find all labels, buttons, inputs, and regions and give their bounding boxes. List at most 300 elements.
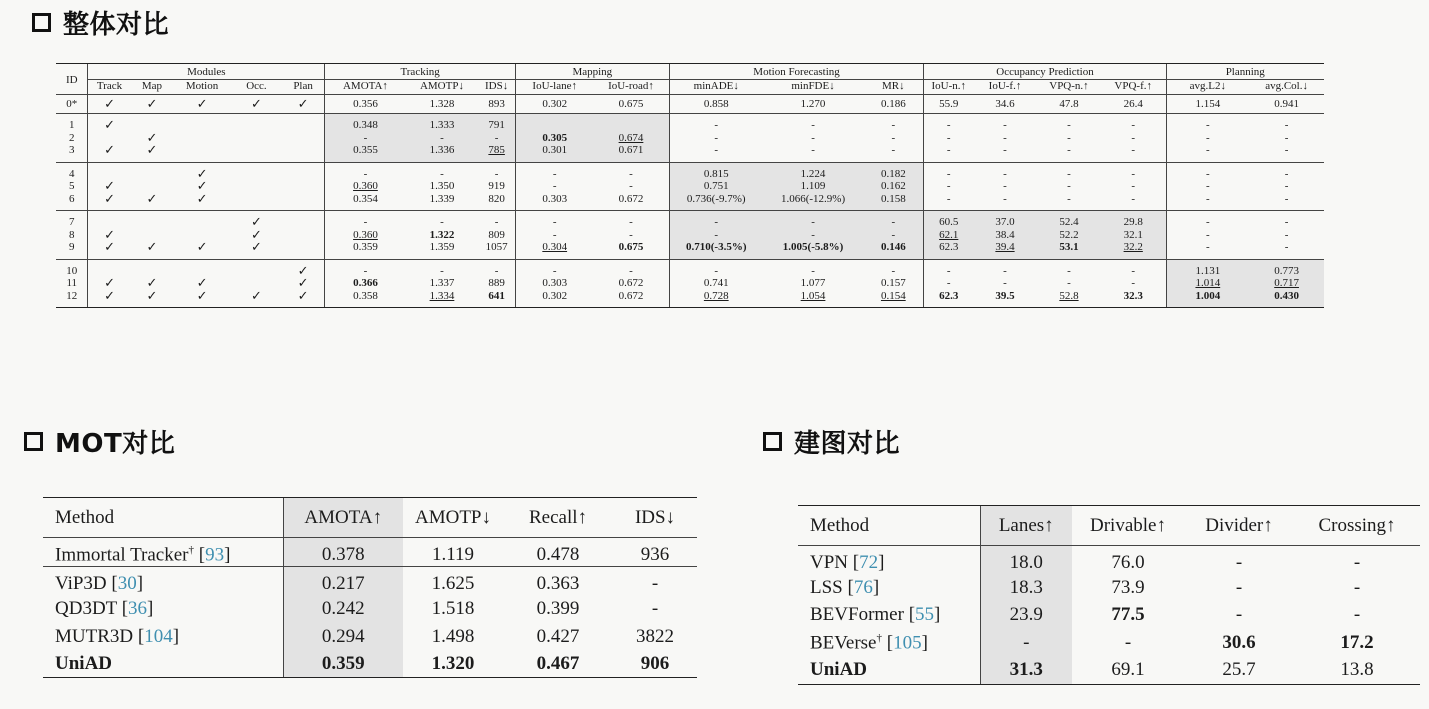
table-row xyxy=(43,623,697,651)
table-cell xyxy=(973,95,1037,114)
col-header: Track xyxy=(88,79,131,95)
cell-value: ✓ xyxy=(146,192,158,206)
citation-number[interactable]: 105 xyxy=(893,631,922,653)
citation-number[interactable]: 30 xyxy=(117,573,137,595)
table-cell: - xyxy=(1353,576,1361,598)
col-header-amotp: AMOTP↓ xyxy=(403,498,503,538)
method-name: ViP3D [30] xyxy=(43,567,283,596)
module-check xyxy=(131,132,174,145)
table-cell xyxy=(1101,180,1166,193)
table-cell xyxy=(406,180,479,193)
row-id: 7 xyxy=(56,211,88,229)
table-cell xyxy=(406,132,479,145)
table-cell xyxy=(593,144,669,162)
cell-value: - xyxy=(811,228,815,241)
module-check xyxy=(173,229,231,242)
table-cell xyxy=(516,229,594,242)
table-cell xyxy=(593,277,669,290)
cell-value: 1.339 xyxy=(429,192,455,205)
table-row xyxy=(56,193,1324,211)
table-cell xyxy=(924,114,973,132)
cell-value: 1.350 xyxy=(429,180,455,192)
section-title-text: 建图对比 xyxy=(794,429,901,459)
cell-value: 0.162 xyxy=(880,180,906,192)
table-cell xyxy=(1166,277,1249,290)
table-row xyxy=(56,144,1324,162)
module-check xyxy=(88,95,131,114)
table-cell xyxy=(516,162,594,180)
table-cell xyxy=(973,290,1037,308)
module-check xyxy=(173,114,231,132)
cell-value: 0.674 xyxy=(618,131,644,144)
method-name: LSS [76] xyxy=(810,576,880,598)
cell-value: ✓ xyxy=(196,241,208,254)
module-check xyxy=(173,241,231,259)
table-cell: 936 xyxy=(640,544,670,566)
table-cell xyxy=(1249,95,1324,114)
table-cell xyxy=(325,132,406,145)
cell-value: 0.751 xyxy=(703,180,729,192)
cell-value: - xyxy=(1067,192,1071,205)
cell-value: 0.304 xyxy=(542,241,568,253)
table-cell: 1.498 xyxy=(431,625,475,647)
module-check xyxy=(231,193,282,211)
mot-comparison-table xyxy=(43,497,697,678)
col-header: avg.L2↓ xyxy=(1166,79,1249,95)
table-cell xyxy=(516,277,594,290)
table-cell xyxy=(973,241,1037,259)
table-cell xyxy=(1249,180,1324,193)
table-cell: 77.5 xyxy=(1111,604,1145,626)
cell-value: - xyxy=(363,167,368,180)
cell-value: - xyxy=(552,228,557,241)
cell-value: 62.3 xyxy=(939,289,959,302)
table-cell xyxy=(924,193,973,211)
cell-value: - xyxy=(714,216,719,228)
table-cell xyxy=(516,241,594,259)
table-cell xyxy=(1166,259,1249,277)
cell-value: ✓ xyxy=(297,262,309,277)
table-cell xyxy=(1101,241,1166,259)
col-header: Motion xyxy=(185,79,219,92)
table-cell xyxy=(1249,259,1324,277)
cell-value: 641 xyxy=(488,289,505,302)
cell-value: - xyxy=(811,216,815,228)
cell-value: ✓ xyxy=(104,96,115,111)
table-cell xyxy=(478,277,515,290)
cell-value: 34.6 xyxy=(995,98,1015,110)
table-cell xyxy=(593,290,669,308)
cell-value: 785 xyxy=(488,144,505,156)
table-cell xyxy=(478,211,515,229)
row-id: 12 xyxy=(56,290,88,308)
table-cell xyxy=(1101,193,1166,211)
cell-value: 39.5 xyxy=(995,289,1015,302)
method-name: QD3DT [36] xyxy=(55,598,154,620)
cell-value: 0.671 xyxy=(618,144,644,156)
cell-value: 0.717 xyxy=(1274,277,1299,289)
cell-value: - xyxy=(1206,241,1210,253)
table-cell xyxy=(863,241,924,259)
table-cell xyxy=(669,144,763,162)
table-cell xyxy=(763,132,863,145)
table-cell: 0.478 xyxy=(536,544,580,566)
table-cell xyxy=(593,193,669,211)
cell-value: ✓ xyxy=(146,144,158,157)
cell-value: - xyxy=(1131,277,1136,289)
col-header-recall: Recall↑ xyxy=(503,498,613,538)
table-cell xyxy=(516,290,594,308)
table-row xyxy=(798,546,1420,575)
table-cell: 1.119 xyxy=(431,544,475,566)
table-cell: 0.242 xyxy=(283,595,403,623)
module-check xyxy=(88,241,131,259)
module-check xyxy=(231,211,282,229)
table-cell xyxy=(516,132,594,145)
row-id: 5 xyxy=(68,180,75,192)
cell-value: 0.303 xyxy=(542,277,568,289)
cell-value: - xyxy=(1284,216,1289,228)
cell-value: 0.182 xyxy=(880,167,906,180)
table-cell xyxy=(924,132,973,145)
table-cell xyxy=(593,180,669,193)
cell-value: 0.305 xyxy=(542,131,568,144)
cell-value: 1.359 xyxy=(429,241,455,253)
col-header-method: Method xyxy=(43,498,283,538)
citation-number[interactable]: 36 xyxy=(128,598,148,620)
cell-value: 1.109 xyxy=(800,180,826,192)
table-cell xyxy=(1037,180,1101,193)
table-cell xyxy=(1101,95,1166,114)
table-cell xyxy=(973,144,1037,162)
table-cell xyxy=(325,144,406,162)
table-cell xyxy=(1166,114,1249,132)
cell-value: 0.741 xyxy=(703,277,729,289)
table-cell xyxy=(763,95,863,114)
table-cell: 25.7 xyxy=(1184,657,1294,685)
cell-value: 62.1 xyxy=(939,228,959,241)
cell-value: ✓ xyxy=(104,117,115,132)
cell-value: 0.359 xyxy=(353,241,378,253)
cell-value: 55.9 xyxy=(939,98,959,110)
table-cell xyxy=(406,290,479,308)
table-cell xyxy=(863,290,924,308)
module-check xyxy=(231,114,282,132)
table-cell: 30.6 xyxy=(1222,631,1256,653)
cell-value: - xyxy=(1206,131,1210,144)
table-cell: 0.399 xyxy=(536,598,580,620)
table-cell: 69.1 xyxy=(1072,657,1184,685)
cell-value: 820 xyxy=(488,192,505,205)
table-cell xyxy=(763,277,863,290)
table-row xyxy=(56,114,1324,132)
cell-value: 1.270 xyxy=(800,98,826,110)
module-check xyxy=(131,114,174,132)
cell-value: 0.672 xyxy=(618,289,644,302)
table-cell xyxy=(763,241,863,259)
citation-number[interactable]: 93 xyxy=(205,544,225,566)
table-cell xyxy=(1101,211,1166,229)
cell-value: ✓ xyxy=(297,289,309,303)
table-cell xyxy=(924,241,973,259)
table-cell xyxy=(1037,259,1101,277)
table-cell xyxy=(669,259,763,277)
cell-value: - xyxy=(1284,119,1289,131)
table-cell xyxy=(863,114,924,132)
cell-value: 52.4 xyxy=(1059,216,1079,228)
table-row xyxy=(43,538,697,567)
cell-value: ✓ xyxy=(297,277,309,290)
table-cell: 13.8 xyxy=(1294,657,1420,685)
cell-value: - xyxy=(1284,167,1289,180)
cell-value: - xyxy=(1284,131,1289,144)
table-cell xyxy=(763,114,863,132)
table-cell xyxy=(406,193,479,211)
citation-number[interactable]: 55 xyxy=(915,604,935,626)
citation-number[interactable]: 76 xyxy=(853,576,873,598)
module-check xyxy=(173,211,231,229)
cell-value: - xyxy=(1131,167,1136,180)
row-id: 3 xyxy=(68,144,75,156)
col-header: AMOTA↑ xyxy=(325,79,406,95)
row-id: 8 xyxy=(68,228,75,241)
cell-value: ✓ xyxy=(104,192,115,206)
cell-value: 1.154 xyxy=(1195,98,1221,110)
table-cell xyxy=(1166,95,1249,114)
cell-value: 32.3 xyxy=(1123,289,1143,302)
cell-value: ✓ xyxy=(250,214,262,229)
cell-value: - xyxy=(629,180,633,192)
col-header: IoU-f.↑ xyxy=(988,79,1022,92)
module-check xyxy=(231,95,282,114)
method-label: UniAD xyxy=(810,659,868,680)
table-cell xyxy=(406,277,479,290)
cell-value: 0.154 xyxy=(880,289,906,302)
cell-value: - xyxy=(946,131,951,144)
module-check xyxy=(131,180,174,193)
method-name: Immortal Tracker† [93] xyxy=(55,544,231,566)
method-label: Immortal Tracker xyxy=(55,544,189,566)
cell-value: 0.158 xyxy=(880,192,906,205)
table-cell xyxy=(516,114,594,132)
table-cell xyxy=(669,277,763,290)
table-cell xyxy=(1037,162,1101,180)
table-cell xyxy=(863,132,924,145)
cell-value: 0.360 xyxy=(353,180,378,192)
cell-value: 1.054 xyxy=(800,289,826,302)
table-cell: - xyxy=(1235,552,1243,573)
cell-value: - xyxy=(363,216,368,228)
table-cell xyxy=(863,211,924,229)
group-modules: Modules xyxy=(88,64,325,80)
table-cell xyxy=(1037,132,1101,145)
group-motion-forecasting: Motion Forecasting xyxy=(669,64,924,80)
table-cell xyxy=(669,211,763,229)
cell-value: - xyxy=(714,264,719,277)
cell-value: - xyxy=(946,277,951,289)
cell-value: - xyxy=(1003,180,1007,192)
table-cell xyxy=(478,229,515,242)
module-check xyxy=(282,180,325,193)
table-cell: 18.0 xyxy=(980,546,1072,575)
module-check xyxy=(131,290,174,308)
table-cell xyxy=(325,290,406,308)
table-cell xyxy=(1249,114,1324,132)
col-header-divider: Divider↑ xyxy=(1184,506,1294,546)
cell-value: 0.356 xyxy=(353,98,378,110)
cell-value: 0.710(-3.5%) xyxy=(686,241,747,253)
module-check xyxy=(231,229,282,242)
cell-value: - xyxy=(946,264,951,277)
table-row xyxy=(56,229,1324,242)
module-check xyxy=(88,144,131,162)
table-cell xyxy=(863,162,924,180)
module-check xyxy=(231,144,282,162)
cell-value: ✓ xyxy=(250,96,262,111)
table-cell xyxy=(406,211,479,229)
cell-value: 1.322 xyxy=(429,228,455,241)
cell-value: 1.333 xyxy=(429,119,455,131)
cell-value: - xyxy=(1206,228,1210,241)
col-header: VPQ-f.↑ xyxy=(1114,79,1153,92)
method-label: MUTR3D xyxy=(55,625,134,647)
table-row xyxy=(56,241,1324,259)
method-label: QD3DT xyxy=(55,598,117,620)
table-cell xyxy=(1037,241,1101,259)
module-check xyxy=(282,144,325,162)
cell-value: 37.0 xyxy=(995,216,1015,228)
module-check xyxy=(173,290,231,308)
table-cell xyxy=(516,95,594,114)
table-cell xyxy=(1249,290,1324,308)
section-title-text: MOT对比 xyxy=(55,429,176,459)
table-cell xyxy=(325,114,406,132)
table-cell xyxy=(1037,114,1101,132)
cell-value: 0.302 xyxy=(542,98,568,110)
table-cell xyxy=(406,229,479,242)
module-check xyxy=(88,180,131,193)
cell-value: - xyxy=(811,264,815,277)
cell-value: - xyxy=(629,228,633,241)
table-row xyxy=(798,629,1420,657)
table-cell: - xyxy=(613,567,697,596)
module-check xyxy=(131,277,174,290)
module-check xyxy=(282,259,325,277)
table-cell xyxy=(924,259,973,277)
table-cell: 1.518 xyxy=(431,598,475,620)
citation-number[interactable]: 72 xyxy=(859,552,879,573)
table-cell xyxy=(1037,290,1101,308)
cell-value: ✓ xyxy=(196,165,208,180)
col-header: MR↓ xyxy=(882,79,905,92)
table-cell: 73.9 xyxy=(1111,576,1145,598)
cell-value: 60.5 xyxy=(939,216,959,228)
table-cell xyxy=(593,114,669,132)
module-check xyxy=(282,290,325,308)
cell-value: 0.303 xyxy=(542,192,568,205)
row-id: 2 xyxy=(68,131,75,144)
table-cell xyxy=(516,211,594,229)
cell-value: - xyxy=(946,192,951,205)
cell-value: - xyxy=(1284,180,1289,192)
table-cell xyxy=(763,162,863,180)
cell-value: ✓ xyxy=(146,277,158,290)
table-cell xyxy=(669,229,763,242)
cell-value: - xyxy=(552,167,557,180)
table-cell: 0.378 xyxy=(283,538,403,567)
table-cell xyxy=(325,229,406,242)
module-check xyxy=(282,132,325,145)
table-cell xyxy=(863,259,924,277)
cell-value: 0.355 xyxy=(353,144,378,156)
module-check xyxy=(282,277,325,290)
table-cell xyxy=(516,259,594,277)
module-check xyxy=(231,259,282,277)
cell-value: 889 xyxy=(488,277,505,289)
cell-value: 0.157 xyxy=(880,277,906,289)
table-cell xyxy=(669,241,763,259)
cell-value: 791 xyxy=(488,119,505,131)
cell-value: 893 xyxy=(488,98,505,110)
mapping-comparison-table xyxy=(798,505,1420,685)
col-header: Map xyxy=(141,79,163,92)
table-cell xyxy=(763,144,863,162)
table-cell xyxy=(1037,211,1101,229)
table-cell xyxy=(1166,144,1249,162)
cell-value: 0.672 xyxy=(618,192,644,205)
module-check xyxy=(131,259,174,277)
table-cell xyxy=(406,241,479,259)
method-name: MUTR3D [104] xyxy=(55,625,180,647)
module-check xyxy=(173,132,231,145)
module-check xyxy=(173,144,231,162)
cell-value: 1.328 xyxy=(429,98,455,110)
cell-value: ✓ xyxy=(196,96,208,111)
cell-value: 1.337 xyxy=(429,277,455,289)
module-check xyxy=(231,162,282,180)
col-header: IoU-n.↑ xyxy=(924,79,973,95)
table-row xyxy=(798,574,1420,602)
module-check xyxy=(131,229,174,242)
table-cell xyxy=(406,114,479,132)
table-cell xyxy=(924,229,973,242)
table-cell xyxy=(478,180,515,193)
module-check xyxy=(88,259,131,277)
cell-value: - xyxy=(1284,241,1289,253)
table-cell xyxy=(973,162,1037,180)
table-cell xyxy=(325,211,406,229)
module-check xyxy=(131,162,174,180)
cell-value: 1.004 xyxy=(1195,289,1221,302)
cell-value: 26.4 xyxy=(1123,98,1143,110)
citation-number[interactable]: 104 xyxy=(144,625,173,647)
table-cell xyxy=(593,241,669,259)
cell-value: - xyxy=(629,167,633,180)
col-header: IoU-road↑ xyxy=(608,79,654,92)
group-mapping: Mapping xyxy=(516,64,670,80)
module-check xyxy=(231,290,282,308)
table-cell xyxy=(325,277,406,290)
table-cell: - xyxy=(1235,604,1243,626)
table-cell: - xyxy=(980,629,1072,657)
dagger-mark: † xyxy=(188,544,195,556)
table-cell xyxy=(1249,162,1324,180)
table-cell xyxy=(924,95,973,114)
row-id: 6 xyxy=(68,192,75,205)
table-cell xyxy=(1166,193,1249,211)
module-check xyxy=(282,211,325,229)
table-cell: - xyxy=(1353,552,1361,573)
